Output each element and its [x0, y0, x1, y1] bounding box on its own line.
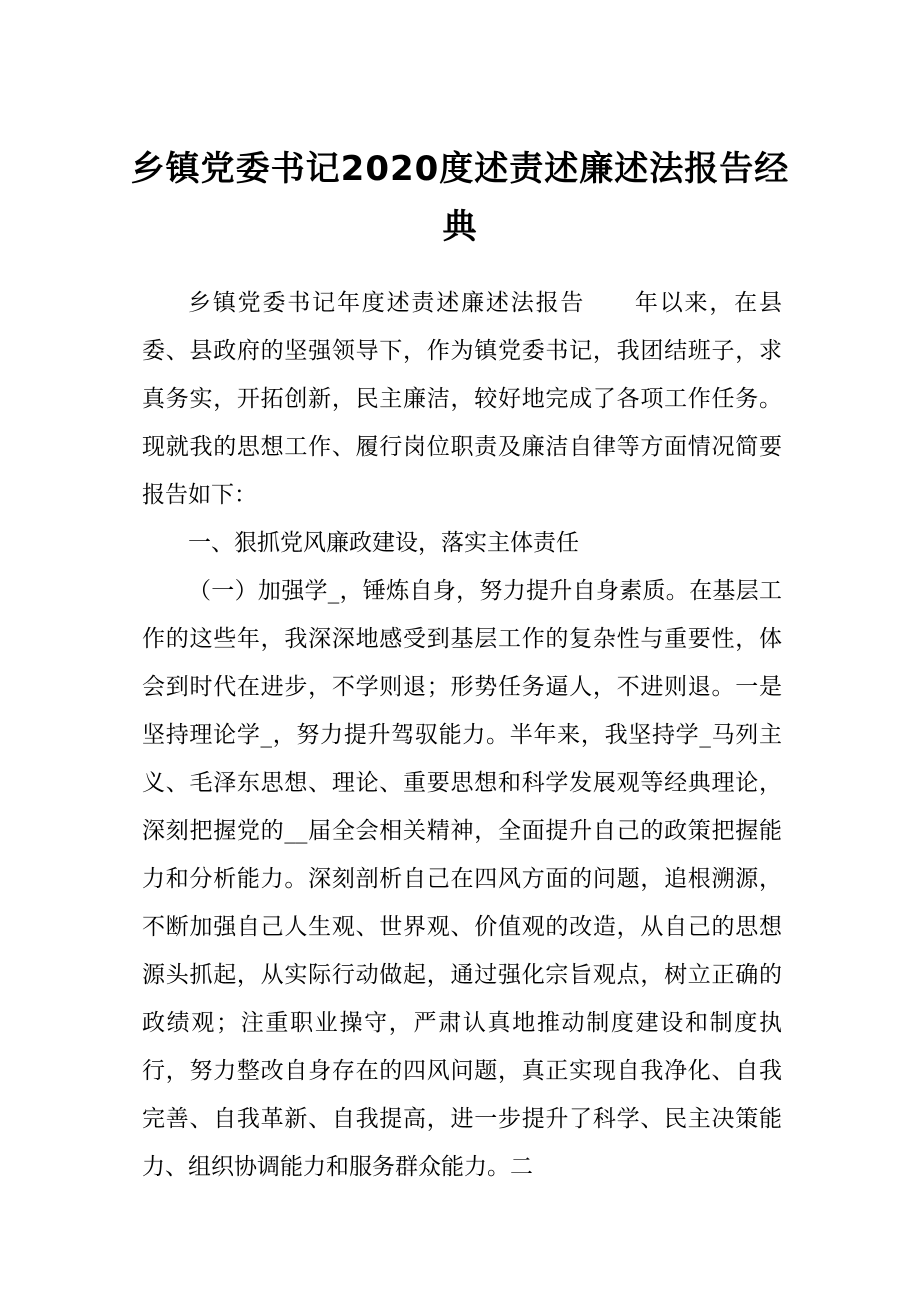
document-title: 乡镇党委书记2020度述责述廉述法报告经典 — [130, 149, 790, 247]
document-body — [142, 279, 782, 1191]
paragraph-subsection-1: （一）加强学_，锤炼自身，努力提升自身素质。在基层工作的这些年，我深深地感受到基层工作的复杂性与重要性，体会到时代在进步，不学则退；形势任务逼人，不进则退。一是坚持理论学_，努力提升驾驭能力。半年来，我坚持学_马列主义、毛泽东思想、理论、重要思想和科学发展观等经典理论，深刻把握党的__届全会相关精神，全面提升自己的政策把握能力和分析能力。深刻剖析自己在四风方面的问题，追根溯源，不断加强自己人生观、世界观、价值观的改造，从自己的思想源头抓起，从实际行动做起，通过强化宗旨观点，树立正确的政绩观；注重职业操守，严肃认真地推动制度建设和制度执行，努力整改自身存在的四风问题，真正实现自我净化、自我完善、自我革新、自我提高，进一步提升了科学、民主决策能力、组织协调能力和服务群众能力。二 — [142, 578, 782, 1180]
section-heading: 一、狠抓党风廉政建设，落实主体责任 — [188, 530, 579, 556]
paragraph-intro: 乡镇党委书记年度述责述廉述法报告 年以来，在县委、县政府的坚强领导下，作为镇党委书记，我团结班子，求真务实，开拓创新，民主廉洁，较好地完成了各项工作任务。现就我的思想工作、履行岗位职责及廉洁自律等方面情况简要报告如下： — [142, 290, 782, 508]
